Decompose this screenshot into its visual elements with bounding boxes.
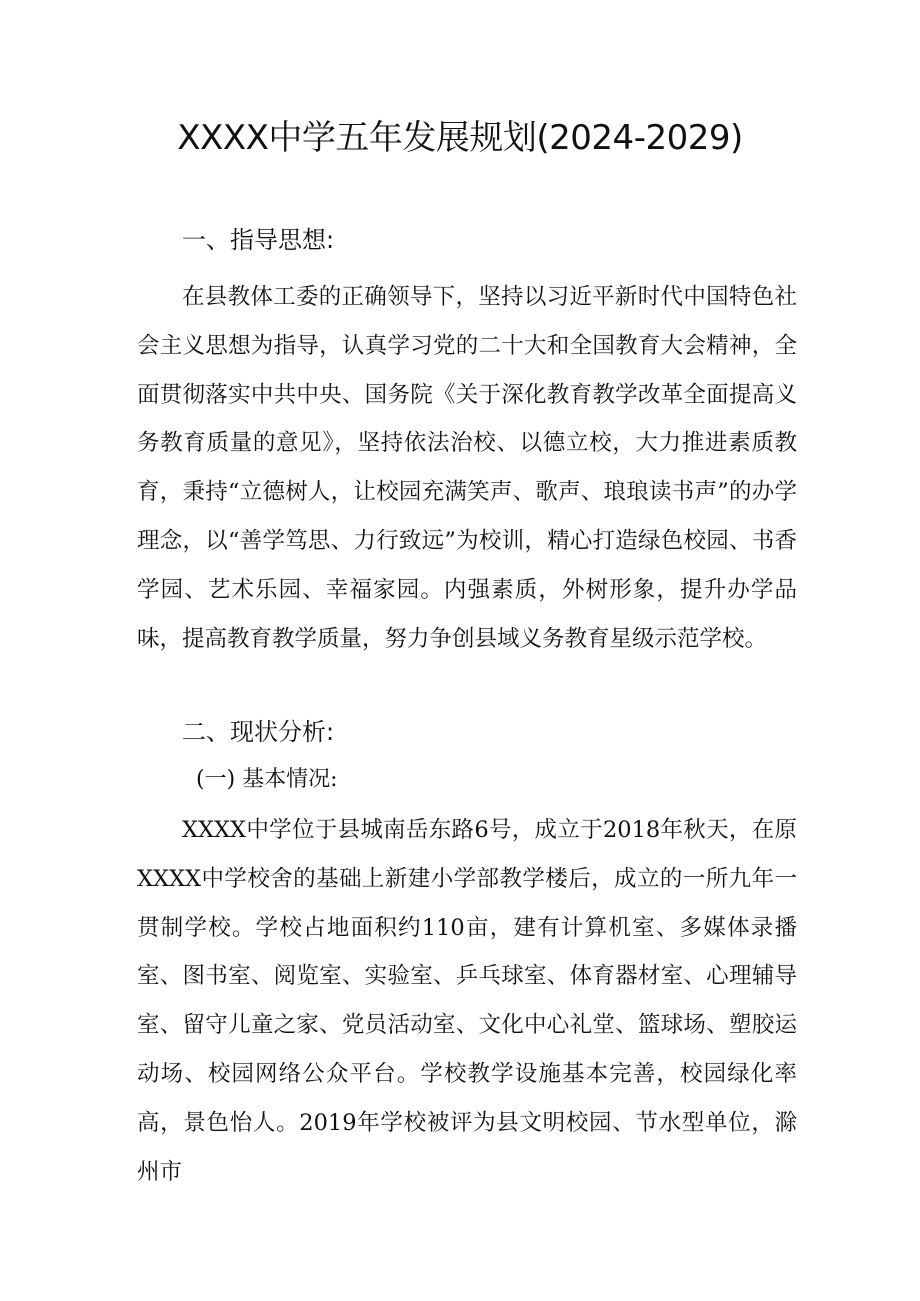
paragraph-guiding-ideology: 在县教体工委的正确领导下，坚持以习近平新时代中国特色社会主义思想为指导，认真学习党的二十大和全国教育大会精神，全面贯彻落实中共中央、国务院《关于深化教育教学改革全面提高义务教育质量的意见》，坚持依法治校、以德立校，大力推进素质教育，秉持“立德树人，让校园充满笑声、歌声、琅琅读书声”的办学理念，以“善学笃思、力行致远”为校训，精心打造绿色校园、书香学园、艺术乐园、幸福家园。内强素质，外树形象，提升办学品味，提高教育教学质量，努力争创县域义务教育星级示范学校。 bbox=[137, 284, 797, 652]
document-title: XXXX中学五年发展规划(2024-2029) bbox=[177, 118, 743, 158]
paragraph-basic-situation: XXXX中学位于县城南岳东路6号，成立于2018年秋天，在原XXXX中学校舍的基础上新建小学部教学楼后，成立的一所九年一贯制学校。学校占地面积约110亩，建有计算机室、多媒体录播室、图书室、阅览室、实验室、乒乓球室、体育器材室、心理辅导室、留守儿童之家、党员活动室、文化中心礼堂、篮球场、塑胶运动场、校园网络公众平台。学校教学设施基本完善，校园绿化率高，景色怡人。2019年学校被评为县文明校园、节水型单位，滁州市 bbox=[137, 817, 797, 1185]
section-heading-status-analysis: 二、现状分析: bbox=[182, 718, 335, 746]
subsection-heading-basic-situation: (一) 基本情况: bbox=[196, 767, 338, 792]
section-heading-guiding-ideology: 一、指导思想: bbox=[182, 226, 335, 254]
